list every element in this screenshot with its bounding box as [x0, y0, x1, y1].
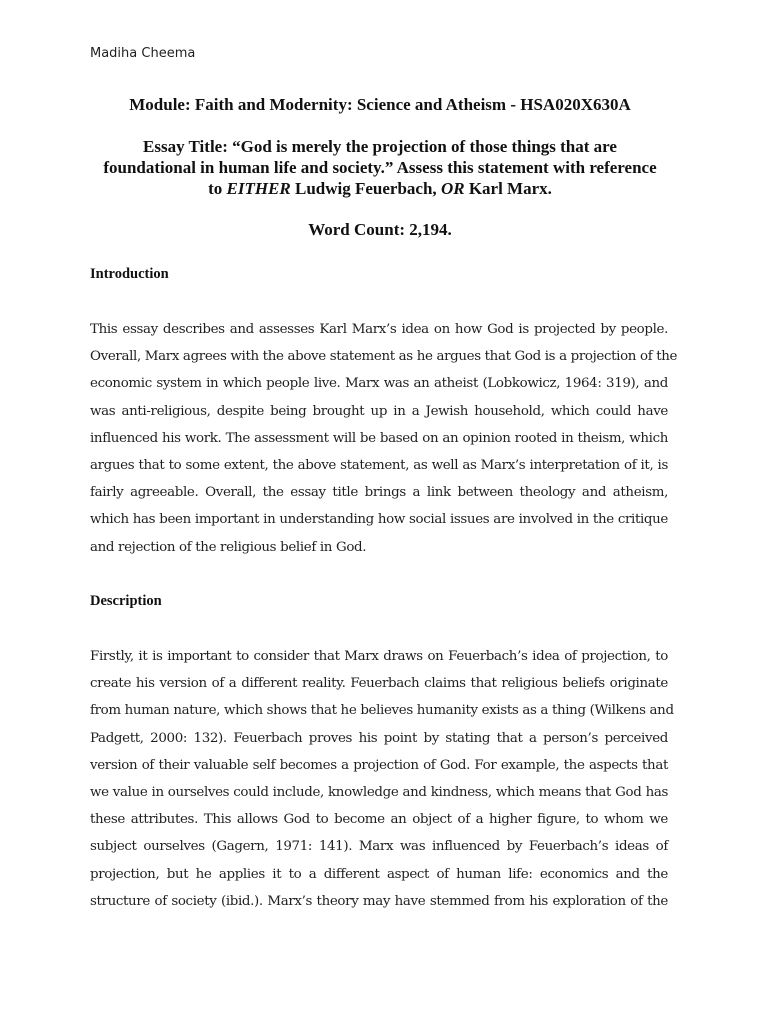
paragraph-line: was anti-religious, despite being brought up in a Jewish household, which could have	[90, 403, 668, 419]
essay-title-line-1: Essay Title: “God is merely the projection of those things that are	[143, 137, 617, 156]
module-title: Module: Faith and Modernity: Science and Atheism - HSA020X630A	[129, 95, 631, 114]
paragraph-line: version of their valuable self becomes a projection of God. For example, the aspects that	[90, 757, 668, 773]
word-count: Word Count: 2,194.	[308, 220, 452, 239]
essay-title	[80, 136, 680, 199]
paragraph-line: subject ourselves (Gagern, 1971: 141). Marx was influenced by Feuerbach’s ideas of	[90, 839, 668, 855]
paragraph-line: influenced his work. The assessment will be based on an opinion rooted in theism, which	[90, 430, 668, 446]
paragraph-line: we value in ourselves could include, knowledge and kindness, which means that God has	[90, 784, 668, 800]
paragraph-line: Overall, Marx agrees with the above statement as he argues that God is a projection of the	[90, 349, 678, 365]
introduction-paragraph	[90, 316, 678, 561]
paragraph-line: argues that to some extent, the above statement, as well as Marx’s interpretation of it, is	[90, 457, 668, 473]
essay-title-either: EITHER	[226, 179, 291, 198]
paragraph-line: structure of society (ibid.). Marx’s theory may have stemmed from his exploration of the	[90, 893, 668, 909]
essay-title-line-3-post: Karl Marx.	[464, 179, 552, 198]
essay-title-line-3-mid: Ludwig Feuerbach,	[290, 179, 441, 198]
paragraph-line: This essay describes and assesses Karl Marx’s idea on how God is projected by people.	[90, 322, 668, 337]
essay-title-line-2: foundational in human life and society.” Assess this statement with reference	[103, 158, 657, 177]
introduction-heading: Introduction	[90, 266, 169, 282]
author-name: Madiha Cheema	[90, 46, 196, 61]
essay-title-line-3	[80, 178, 680, 199]
paragraph-line: Firstly, it is important to consider that Marx draws on Feuerbach’s idea of projection, to	[90, 649, 668, 664]
essay-title-line-3-pre: to	[208, 179, 227, 198]
paragraph-line: Padgett, 2000: 132). Feuerbach proves his point by stating that a person’s perceived	[90, 730, 668, 746]
paragraph-line: from human nature, which shows that he believes humanity exists as a thing (Wilkens and	[90, 703, 674, 719]
paragraph-line: create his version of a different reality. Feuerbach claims that religious beliefs originate	[90, 676, 668, 692]
paragraph-line: economic system in which people live. Marx was an atheist (Lobkowicz, 1964: 319), and	[90, 376, 668, 392]
paragraph-line: projection, but he applies it to a different aspect of human life: economics and the	[90, 866, 668, 882]
paragraph-line: fairly agreeable. Overall, the essay title brings a link between theology and atheism,	[90, 485, 668, 501]
description-paragraph	[90, 643, 674, 915]
paragraph-line: and rejection of the religious belief in God.	[90, 539, 367, 555]
essay-title-or: OR	[440, 179, 465, 198]
paragraph-line: these attributes. This allows God to become an object of a higher figure, to whom we	[90, 812, 668, 828]
paragraph-line: which has been important in understanding how social issues are involved in the critique	[90, 512, 668, 528]
description-heading: Description	[90, 593, 162, 609]
